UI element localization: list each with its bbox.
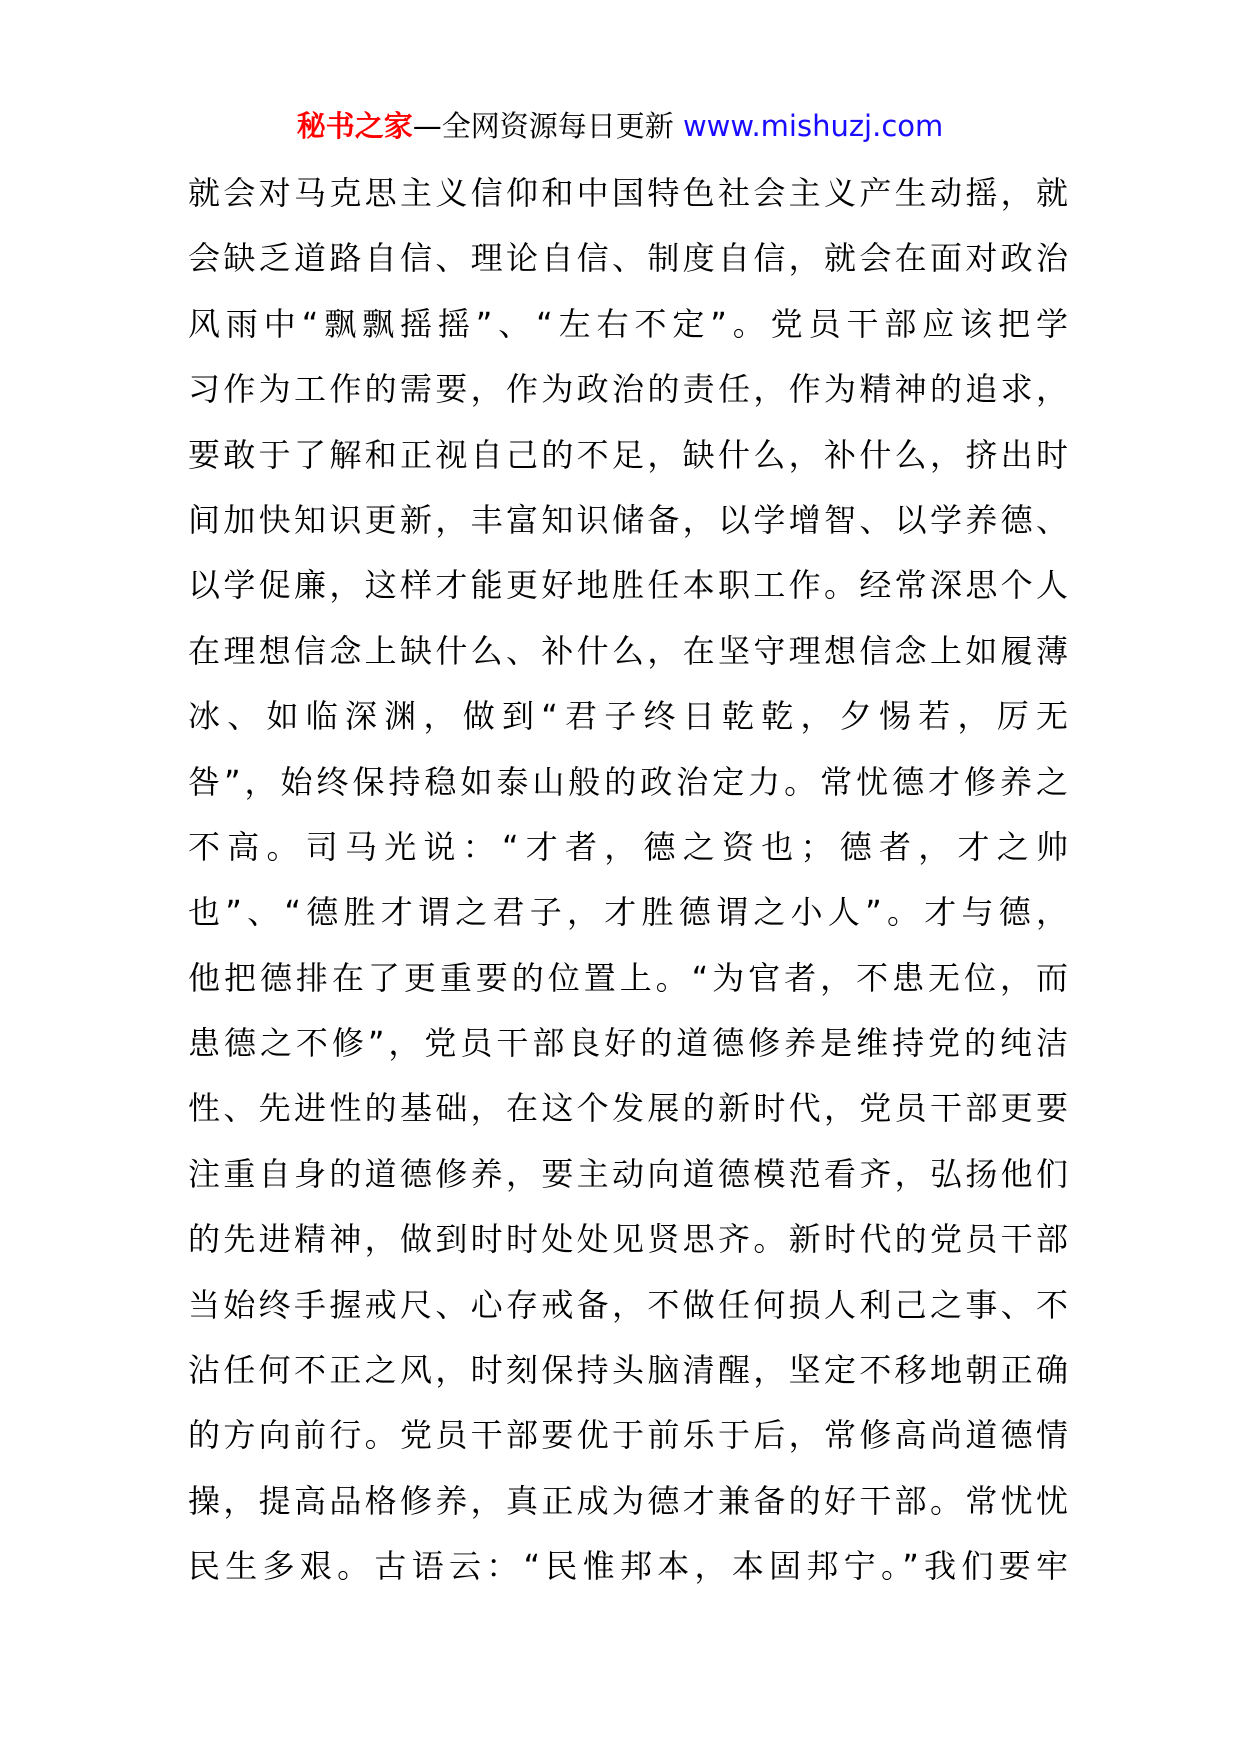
text-line: 操，提高品格修养，真正成为德才兼备的好干部。常忧忧 (188, 1481, 1068, 1520)
text-line: 以学促廉，这样才能更好地胜任本职工作。经常深思个人 (188, 566, 1068, 605)
header-tagline: —全网资源每日更新 (412, 109, 683, 143)
text-line: 他把德排在了更重要的位置上。“为官者，不患无位，而 (188, 958, 1068, 997)
text-line: 性、先进性的基础，在这个发展的新时代，党员干部更要 (188, 1089, 1068, 1128)
text-line: 注重自身的道德修养，要主动向道德模范看齐，弘扬他们 (188, 1154, 1068, 1193)
text-line: 也”、“德胜才谓之君子，才胜德谓之小人”。才与德， (188, 893, 1068, 932)
text-line: 要敢于了解和正视自己的不足，缺什么，补什么，挤出时 (188, 435, 1068, 474)
text-line: 当始终手握戒尺、心存戒备，不做任何损人利己之事、不 (188, 1285, 1068, 1324)
brand-name: 秘书之家 (296, 109, 413, 143)
text-line: 不高。司马光说：“才者，德之资也；德者，才之帅 (188, 827, 1068, 866)
text-line: 民生多艰。古语云：“民惟邦本，本固邦宁。”我们要牢 (188, 1547, 1068, 1586)
text-line: 冰、如临深渊，做到“君子终日乾乾，夕惕若，厉无 (188, 697, 1068, 736)
text-line: 间加快知识更新，丰富知识储备，以学增智、以学养德、 (188, 500, 1068, 539)
body-text (188, 161, 1068, 1600)
text-line: 会缺乏道路自信、理论自信、制度自信，就会在面对政治 (188, 239, 1068, 278)
text-line: 的先进精神，做到时时处处见贤思齐。新时代的党员干部 (188, 1220, 1068, 1259)
text-line: 的方向前行。党员干部要优于前乐于后，常修高尚道德情 (188, 1416, 1068, 1455)
text-line: 习作为工作的需要，作为政治的责任，作为精神的追求， (188, 370, 1068, 409)
text-line: 就会对马克思主义信仰和中国特色社会主义产生动摇，就 (188, 174, 1068, 212)
text-line: 沾任何不正之风，时刻保持头脑清醒，坚定不移地朝正确 (188, 1351, 1068, 1390)
text-line: 风雨中“飘飘摇摇”、“左右不定”。党员干部应该把学 (188, 304, 1068, 343)
website-link[interactable]: www.mishuzj.com (682, 109, 944, 143)
text-line: 咎”，始终保持稳如泰山般的政治定力。常忧德才修养之 (188, 762, 1068, 801)
text-line: 在理想信念上缺什么、补什么，在坚守理想信念上如履薄 (188, 631, 1068, 670)
text-line: 患德之不修”，党员干部良好的道德修养是维持党的纯洁 (188, 1024, 1068, 1063)
page-header (0, 96, 1240, 156)
